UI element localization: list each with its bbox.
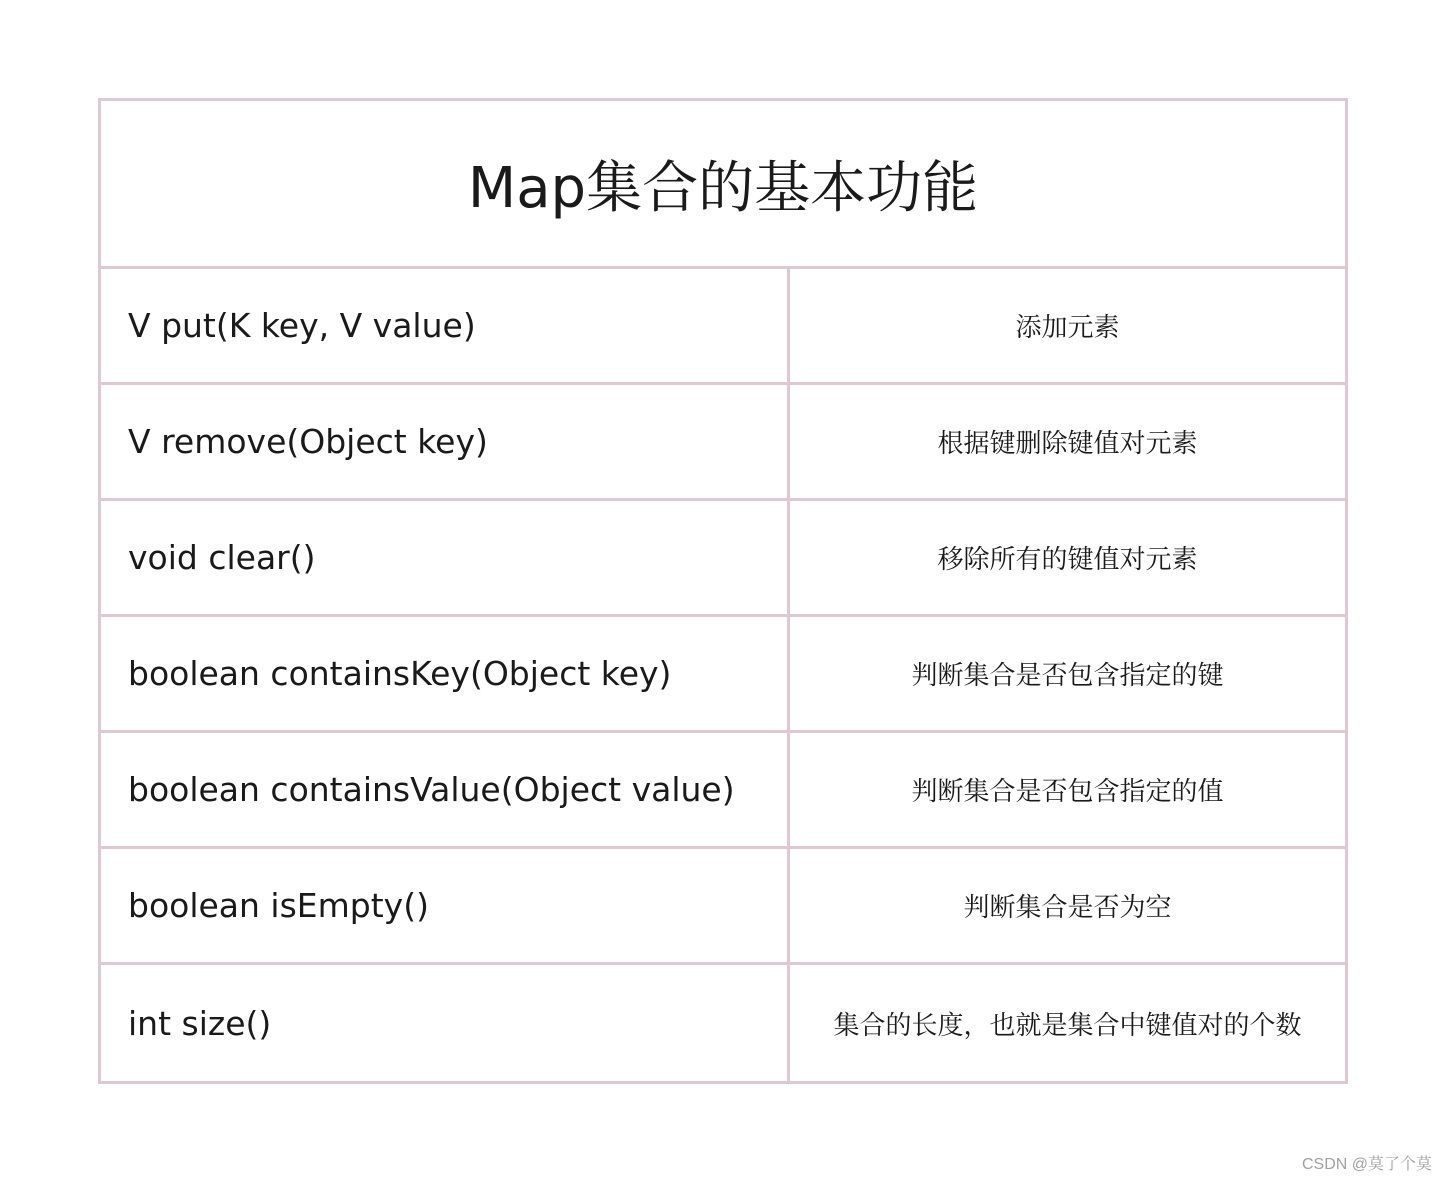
method-cell: int size()	[101, 965, 790, 1081]
description-cell: 判断集合是否包含指定的值	[911, 777, 1224, 807]
table-row	[101, 965, 1345, 1081]
method-cell: V put(K key, V value)	[101, 269, 790, 382]
description-cell: 添加元素	[1015, 313, 1120, 343]
method-cell: boolean containsKey(Object key)	[101, 617, 790, 730]
method-cell: boolean containsValue(Object value)	[101, 733, 790, 846]
table-row	[101, 617, 1345, 733]
table-row	[101, 269, 1345, 385]
description-cell: 判断集合是否为空	[963, 893, 1172, 923]
table-row	[101, 385, 1345, 501]
map-functions-table	[98, 98, 1348, 1084]
description-cell: 集合的长度，也就是集合中键值对的个数	[833, 1010, 1302, 1041]
table-row	[101, 501, 1345, 617]
table-row	[101, 849, 1345, 965]
method-cell: V remove(Object key)	[101, 385, 790, 498]
description-cell: 移除所有的键值对元素	[937, 545, 1198, 575]
method-cell: void clear()	[101, 501, 790, 614]
table-title: Map集合的基本功能	[467, 155, 979, 221]
description-cell: 根据键删除键值对元素	[937, 429, 1198, 459]
watermark: CSDN @莫了个莫	[1301, 1156, 1432, 1173]
table-title-row	[101, 101, 1345, 269]
table-row	[101, 733, 1345, 849]
method-cell: boolean isEmpty()	[101, 849, 790, 962]
description-cell: 判断集合是否包含指定的键	[911, 661, 1224, 691]
